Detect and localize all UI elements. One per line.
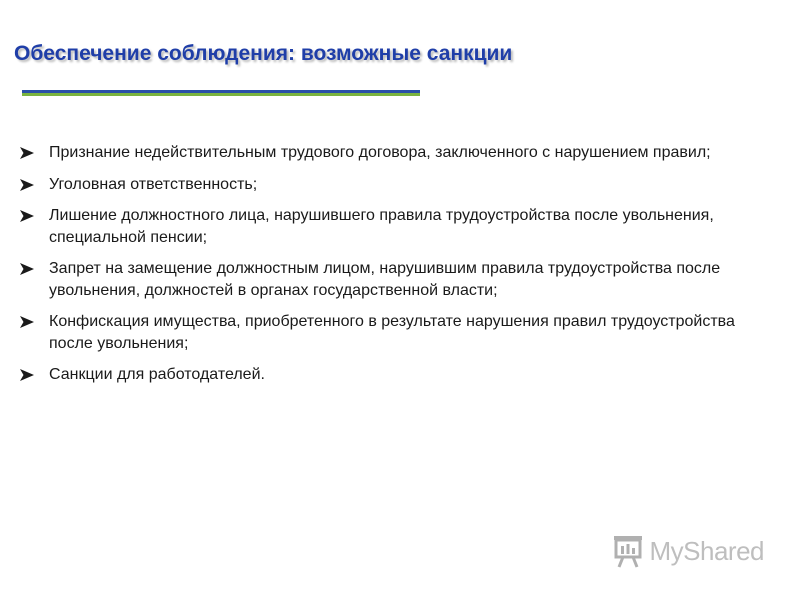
watermark-text: MyShared [649, 535, 764, 566]
presentation-board-icon [611, 534, 645, 568]
bullet-item [20, 174, 760, 196]
arrow-bullet-icon [20, 369, 34, 381]
watermark-logo [611, 534, 765, 568]
bullet-item [20, 311, 760, 354]
bullet-text: Запрет на замещение должностным лицом, нарушившим правила трудоустройства после увольнения, должностей в органах государственной власти; [49, 260, 721, 299]
arrow-bullet-icon [20, 179, 34, 191]
slide-title: Обеспечение соблюдения: возможные санкции [14, 42, 513, 65]
bullet-text: Санкции для работодателей. [49, 366, 265, 383]
bullet-text: Признание недействительным трудового договора, заключенного с нарушением правил; [49, 144, 711, 161]
arrow-bullet-icon [20, 316, 34, 328]
bullet-text: Лишение должностного лица, нарушившего правила трудоустройства после увольнения, специальной пенсии; [49, 207, 714, 246]
arrow-bullet-icon [20, 263, 34, 275]
title-underline-green [22, 93, 420, 96]
bullet-list [20, 142, 760, 396]
bullet-text: Конфискация имущества, приобретенного в результате нарушения правил трудоустройства после увольнения; [49, 313, 735, 352]
bullet-text: Уголовная ответственность; [49, 175, 258, 193]
bullet-item [20, 142, 760, 164]
title-underline [22, 90, 420, 96]
bullet-item [20, 364, 760, 386]
bullet-item [20, 205, 760, 248]
bullet-item [20, 258, 760, 301]
arrow-bullet-icon [20, 147, 34, 159]
arrow-bullet-icon [20, 210, 34, 222]
